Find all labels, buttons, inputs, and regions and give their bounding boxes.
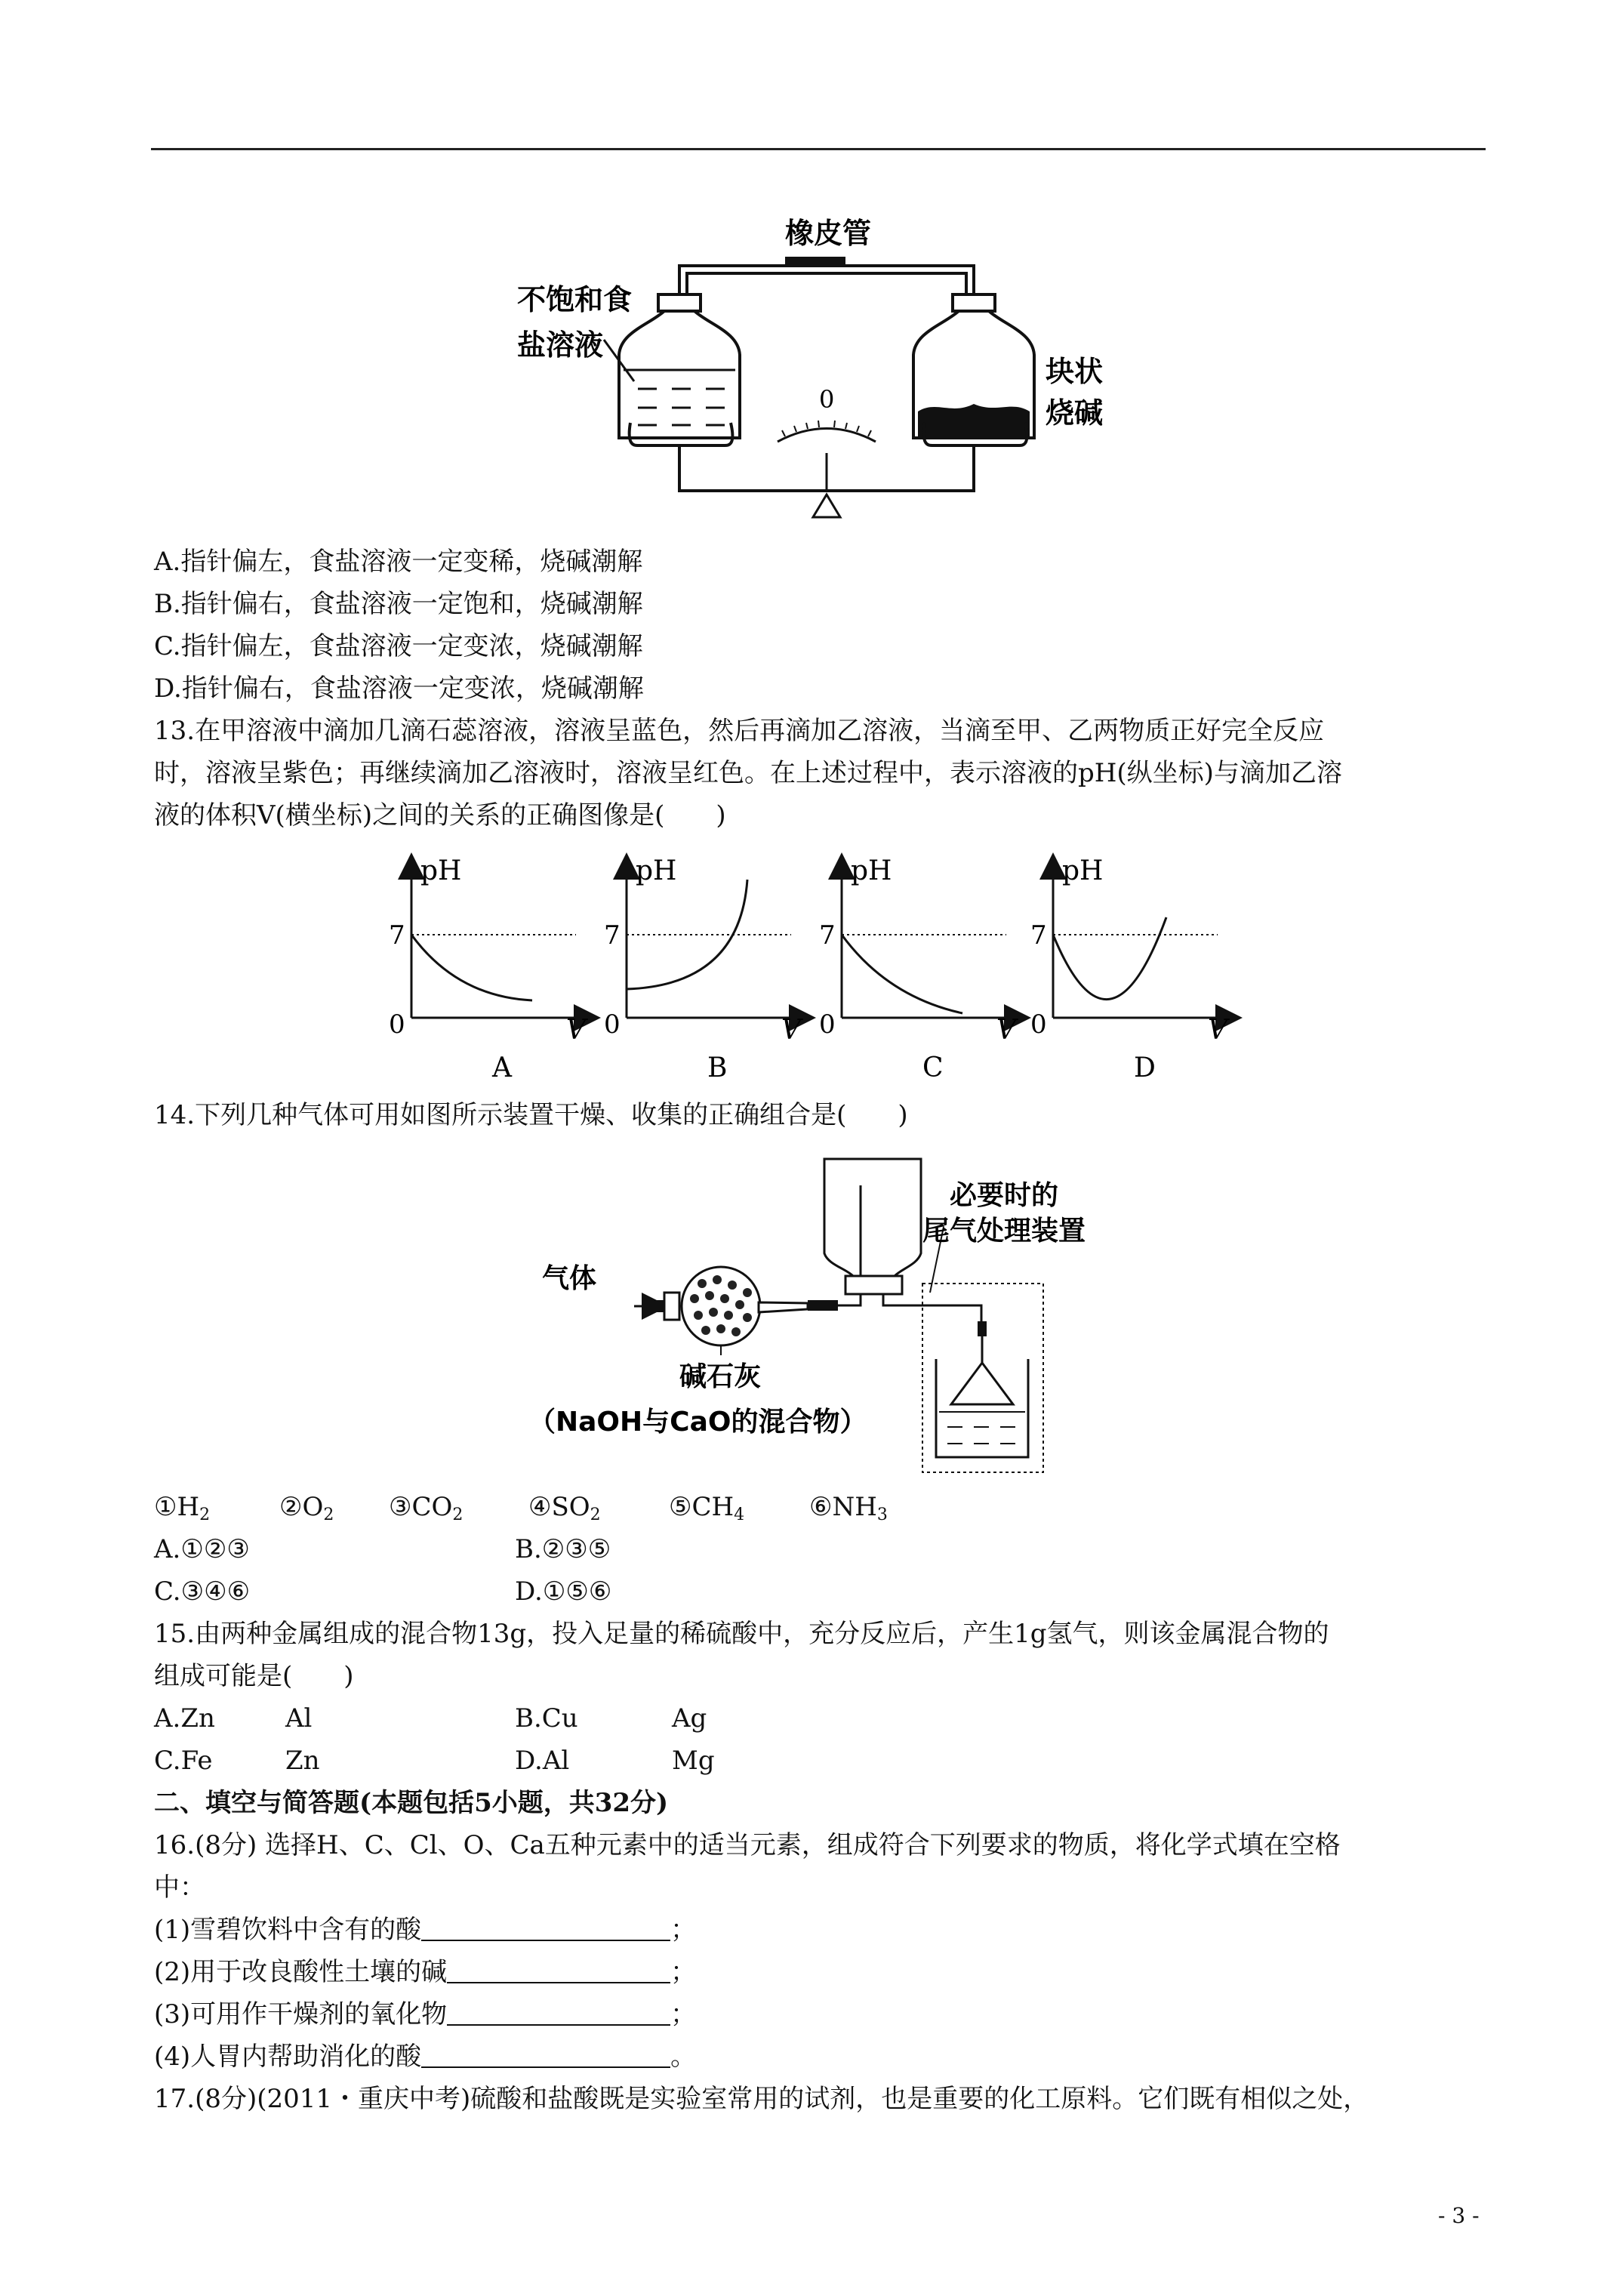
answer-blank-1[interactable] <box>421 1917 670 1941</box>
gas-5: $⑤CH_4$ <box>669 1492 745 1524</box>
q15-option-a-1: A.Zn <box>154 1703 215 1734</box>
lime-note: （NaOH与CaO的混合物） <box>528 1407 867 1438</box>
ph-x-label: V <box>566 1015 586 1046</box>
q16-item-1: (1)雪碧饮料中含有的酸 ； <box>154 1915 697 1945</box>
q15-option-a-2: Al <box>285 1703 313 1734</box>
ph-origin-label: 0 <box>1030 1009 1047 1040</box>
q13-line3: 液的体积V(横坐标)之间的关系的正确图像是( ) <box>154 800 726 831</box>
right-bottle <box>913 294 1034 445</box>
ph-x-label: V <box>1208 1015 1227 1046</box>
ph-graph-letter: B <box>707 1052 728 1083</box>
q14-option-d: D.①⑤⑥ <box>515 1576 612 1607</box>
ph-x-label: V <box>996 1015 1016 1046</box>
q15-line2: 组成可能是( ) <box>154 1661 354 1691</box>
ph-curve <box>1053 917 1166 1000</box>
lime-label: 碱石灰 <box>679 1361 762 1392</box>
ph-seven-label: 7 <box>1030 920 1047 951</box>
scale-zero: 0 <box>819 385 835 414</box>
ph-curve <box>411 935 532 1000</box>
q12-option-c: C.指针偏左，食盐溶液一定变浓，烧碱潮解 <box>154 631 643 661</box>
ph-y-label: pH <box>636 855 677 886</box>
q14-option-b: B.②③⑤ <box>515 1534 611 1564</box>
q15-option-d-1: D.Al <box>515 1746 570 1776</box>
answer-blank-2[interactable] <box>447 1959 670 1983</box>
ph-origin-label: 0 <box>389 1009 405 1040</box>
page-number: - 3 - <box>1438 2203 1480 2228</box>
ph-origin-label: 0 <box>604 1009 621 1040</box>
gas-2: $②O_2$ <box>279 1492 334 1524</box>
drying-apparatus-figure <box>0 1140 1623 1495</box>
q13-line2: 时，溶液呈紫色；再继续滴加乙溶液时，溶液呈红色。在上述过程中，表示溶液的pH(纵坐标)与滴加乙溶 <box>154 758 1342 788</box>
q15-option-c-2: Zn <box>285 1746 320 1776</box>
q15-option-b-1: B.Cu <box>515 1703 578 1734</box>
ph-y-label: pH <box>1062 855 1104 886</box>
ph-curve <box>842 935 962 1013</box>
q16-item-2: (2)用于改良酸性土壤的碱 ； <box>154 1957 697 1987</box>
left-bottle <box>604 294 740 445</box>
q15-option-c-1: C.Fe <box>154 1746 213 1776</box>
ph-graph-letter: D <box>1134 1052 1156 1083</box>
gas-label: 气体 <box>542 1263 597 1294</box>
q13-line1: 13.在甲溶液中滴加几滴石蕊溶液，溶液呈蓝色，然后再滴加乙溶液，当滴至甲、乙两物质正好完全反应 <box>154 716 1325 746</box>
tail-label-line1: 必要时的 <box>950 1180 1059 1211</box>
right-label-line2: 烧碱 <box>1046 396 1104 430</box>
q16-line2: 中： <box>154 1872 205 1903</box>
tail-label-line2: 尾气处理装置 <box>922 1216 1086 1247</box>
balance-figure <box>0 0 1623 529</box>
q12-option-b: B.指针偏右，食盐溶液一定饱和，烧碱潮解 <box>154 589 643 619</box>
q15-line1: 15.由两种金属组成的混合物13g，投入足量的稀硫酸中，充分反应后，产生1g氢气，则该金属混合物的 <box>154 1619 1329 1649</box>
gas-3: $③CO_2$ <box>389 1492 463 1524</box>
gas-4: $④SO_2$ <box>528 1492 601 1524</box>
ph-seven-label: 7 <box>389 920 405 951</box>
left-label-line2: 盐溶液 <box>517 328 604 362</box>
ph-graph-letter: C <box>922 1052 944 1083</box>
answer-blank-4[interactable] <box>421 2044 670 2068</box>
q15-option-d-2: Mg <box>672 1746 715 1776</box>
q17-line1: 17.(8分)(2011・重庆中考)硫酸和盐酸既是实验室常用的试剂，也是重要的化工原料。它们既有相似之处， <box>154 2084 1369 2114</box>
section-2-heading: 二、填空与简答题(本题包括5小题，共32分) <box>154 1788 669 1818</box>
ph-x-label: V <box>781 1015 801 1046</box>
q16-item-4: (4)人胃内帮助消化的酸 。 <box>154 2042 697 2072</box>
ph-seven-label: 7 <box>819 920 836 951</box>
ph-origin-label: 0 <box>819 1009 836 1040</box>
left-label-line1: 不饱和食 <box>517 283 633 316</box>
gas-6: $⑥NH_3$ <box>809 1492 888 1524</box>
q14-option-a: A.①②③ <box>154 1534 250 1564</box>
q14-option-c: C.③④⑥ <box>154 1576 251 1607</box>
ph-seven-label: 7 <box>604 920 621 951</box>
tube-label: 橡皮管 <box>785 217 872 250</box>
right-label-line1: 块状 <box>1046 355 1104 388</box>
q12-option-d: D.指针偏右，食盐溶液一定变浓，烧碱潮解 <box>154 673 644 704</box>
q14-stem: 14.下列几种气体可用如图所示装置干燥、收集的正确组合是( ) <box>154 1100 908 1130</box>
gas-1: $①H_2$ <box>154 1492 211 1524</box>
answer-blank-3[interactable] <box>447 2002 670 2026</box>
q16-item-3: (3)可用作干燥剂的氧化物 ； <box>154 1999 697 2029</box>
q15-option-b-2: Ag <box>672 1703 707 1734</box>
q12-option-a: A.指针偏左，食盐溶液一定变稀，烧碱潮解 <box>154 547 643 577</box>
ph-graph-letter: A <box>492 1052 512 1083</box>
ph-y-label: pH <box>420 855 462 886</box>
q16-line1: 16.(8分) 选择H、C、Cl、O、Ca五种元素中的适当元素，组成符合下列要求的物质，将化学式填在空格 <box>154 1830 1341 1860</box>
ph-y-label: pH <box>851 855 892 886</box>
ph-graphs <box>0 846 1623 1087</box>
